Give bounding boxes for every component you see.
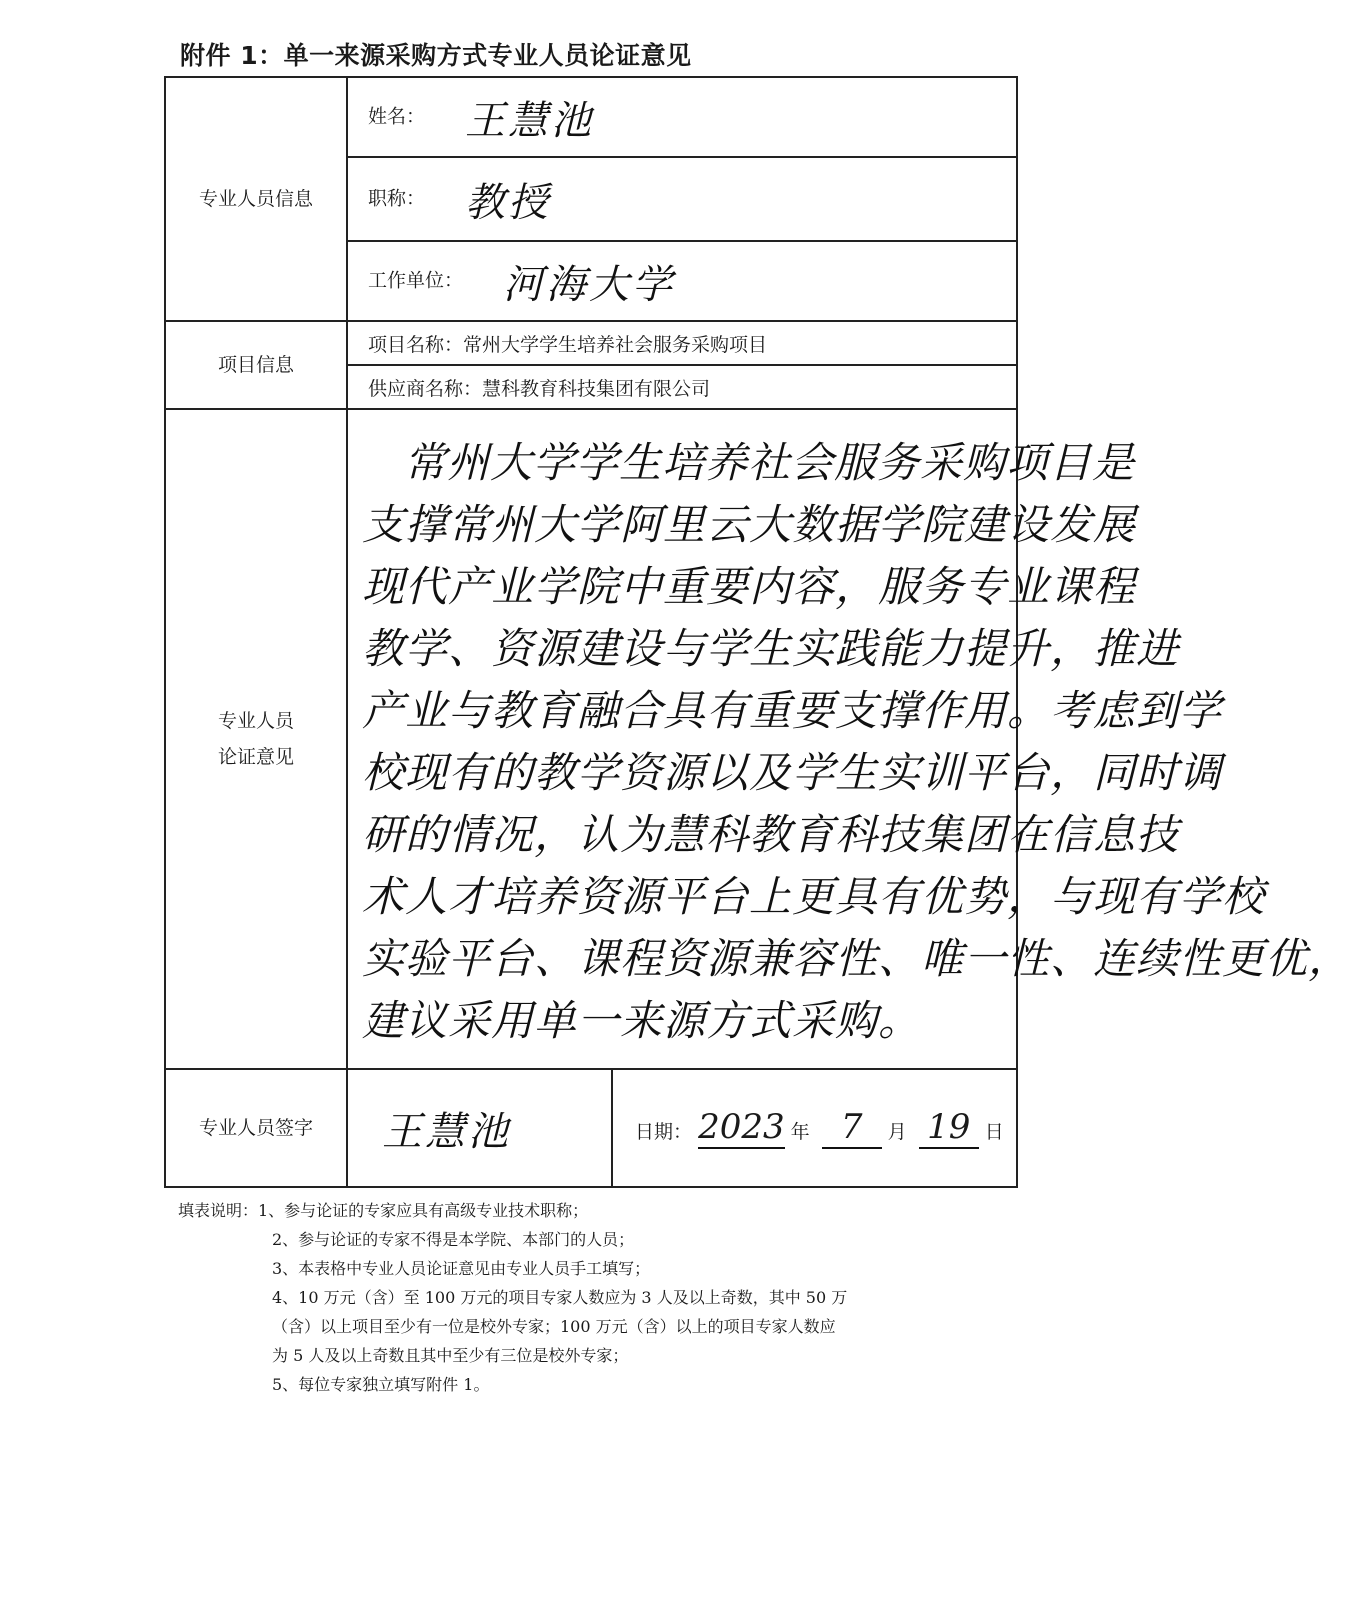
hand-signature: 王慧池 [382, 1108, 511, 1155]
project-info-label: 项目信息 [165, 321, 347, 409]
employer-handwritten: 河海大学 [503, 261, 676, 308]
name-row [347, 77, 1017, 157]
employer-row [347, 241, 1017, 321]
opinion-line: 术人才培养资源平台上更具有优势，与现有学校 [362, 872, 1266, 921]
name-label: 姓名： [368, 105, 426, 127]
note-line: 2、参与论证的专家不得是本学院、本部门的人员； [272, 1230, 635, 1249]
title-handwritten: 教授 [465, 179, 552, 226]
opinion-label-line2: 论证意见 [217, 746, 294, 768]
opinion-line: 产业与教育融合具有重要支撑作用。考虑到学 [362, 686, 1223, 735]
note-line: （含）以上项目至少有一位是校外专家；100 万元（含）以上的项目专家人数应 [272, 1317, 836, 1336]
opinion-line: 研的情况，认为慧科教育科技集团在信息技 [362, 810, 1180, 859]
date-year: 2023 [698, 1107, 785, 1147]
opinion-line: 现代产业学院中重要内容，服务专业课程 [362, 562, 1137, 611]
note-line: 为 5 人及以上奇数且其中至少有三位是校外专家； [272, 1346, 629, 1365]
date-year-unit: 年 [790, 1121, 810, 1143]
opinion-line: 校现有的教学资源以及学生实训平台，同时调 [362, 748, 1223, 797]
instructions-notes [178, 1196, 998, 1399]
opinion-line: 建议采用单一来源方式采购。 [362, 996, 922, 1045]
signature-cell [347, 1069, 612, 1187]
employer-label: 工作单位： [368, 269, 464, 291]
evaluation-form-table [164, 76, 1351, 1188]
title-label: 职称： [368, 187, 426, 209]
supplier-name-field: 供应商名称：慧科教育科技集团有限公司 [347, 365, 1017, 409]
signature-label: 专业人员签字 [165, 1069, 347, 1187]
project-name-field: 项目名称：常州大学学生培养社会服务采购项目 [347, 321, 1017, 365]
expert-info-label: 专业人员信息 [165, 77, 347, 321]
note-line: 3、本表格中专业人员论证意见由专业人员手工填写； [272, 1259, 651, 1278]
opinion-line: 常州大学学生培养社会服务采购项目是 [404, 438, 1136, 487]
note-line: 4、10 万元（含）至 100 万元的项目专家人数应为 3 人及以上奇数，其中 50 万 [272, 1288, 848, 1307]
opinion-handwritten-area [347, 409, 1351, 1069]
date-day-unit: 日 [984, 1121, 1004, 1143]
date-cell [612, 1069, 1017, 1187]
note-line: 5、每位专家独立填写附件 1。 [272, 1375, 490, 1394]
date-day: 19 [919, 1107, 979, 1149]
opinion-line: 实验平台、课程资源兼容性、唯一性、连续性更优， [362, 934, 1351, 983]
date-month-unit: 月 [887, 1121, 907, 1143]
note-line: 填表说明：1、参与论证的专家应具有高级专业技术职称； [178, 1201, 589, 1220]
date-month: 7 [822, 1107, 882, 1149]
opinion-line: 支撑常州大学阿里云大数据学院建设发展 [362, 500, 1137, 549]
name-handwritten: 王慧池 [465, 97, 595, 144]
title-row [347, 157, 1017, 241]
opinion-label [165, 409, 347, 1069]
document-title: 附件 1：单一来源采购方式专业人员论证意见 [180, 41, 692, 70]
opinion-label-line1: 专业人员 [217, 709, 294, 732]
date-label: 日期： [635, 1121, 693, 1143]
opinion-line: 教学、资源建设与学生实践能力提升，推进 [362, 624, 1180, 673]
